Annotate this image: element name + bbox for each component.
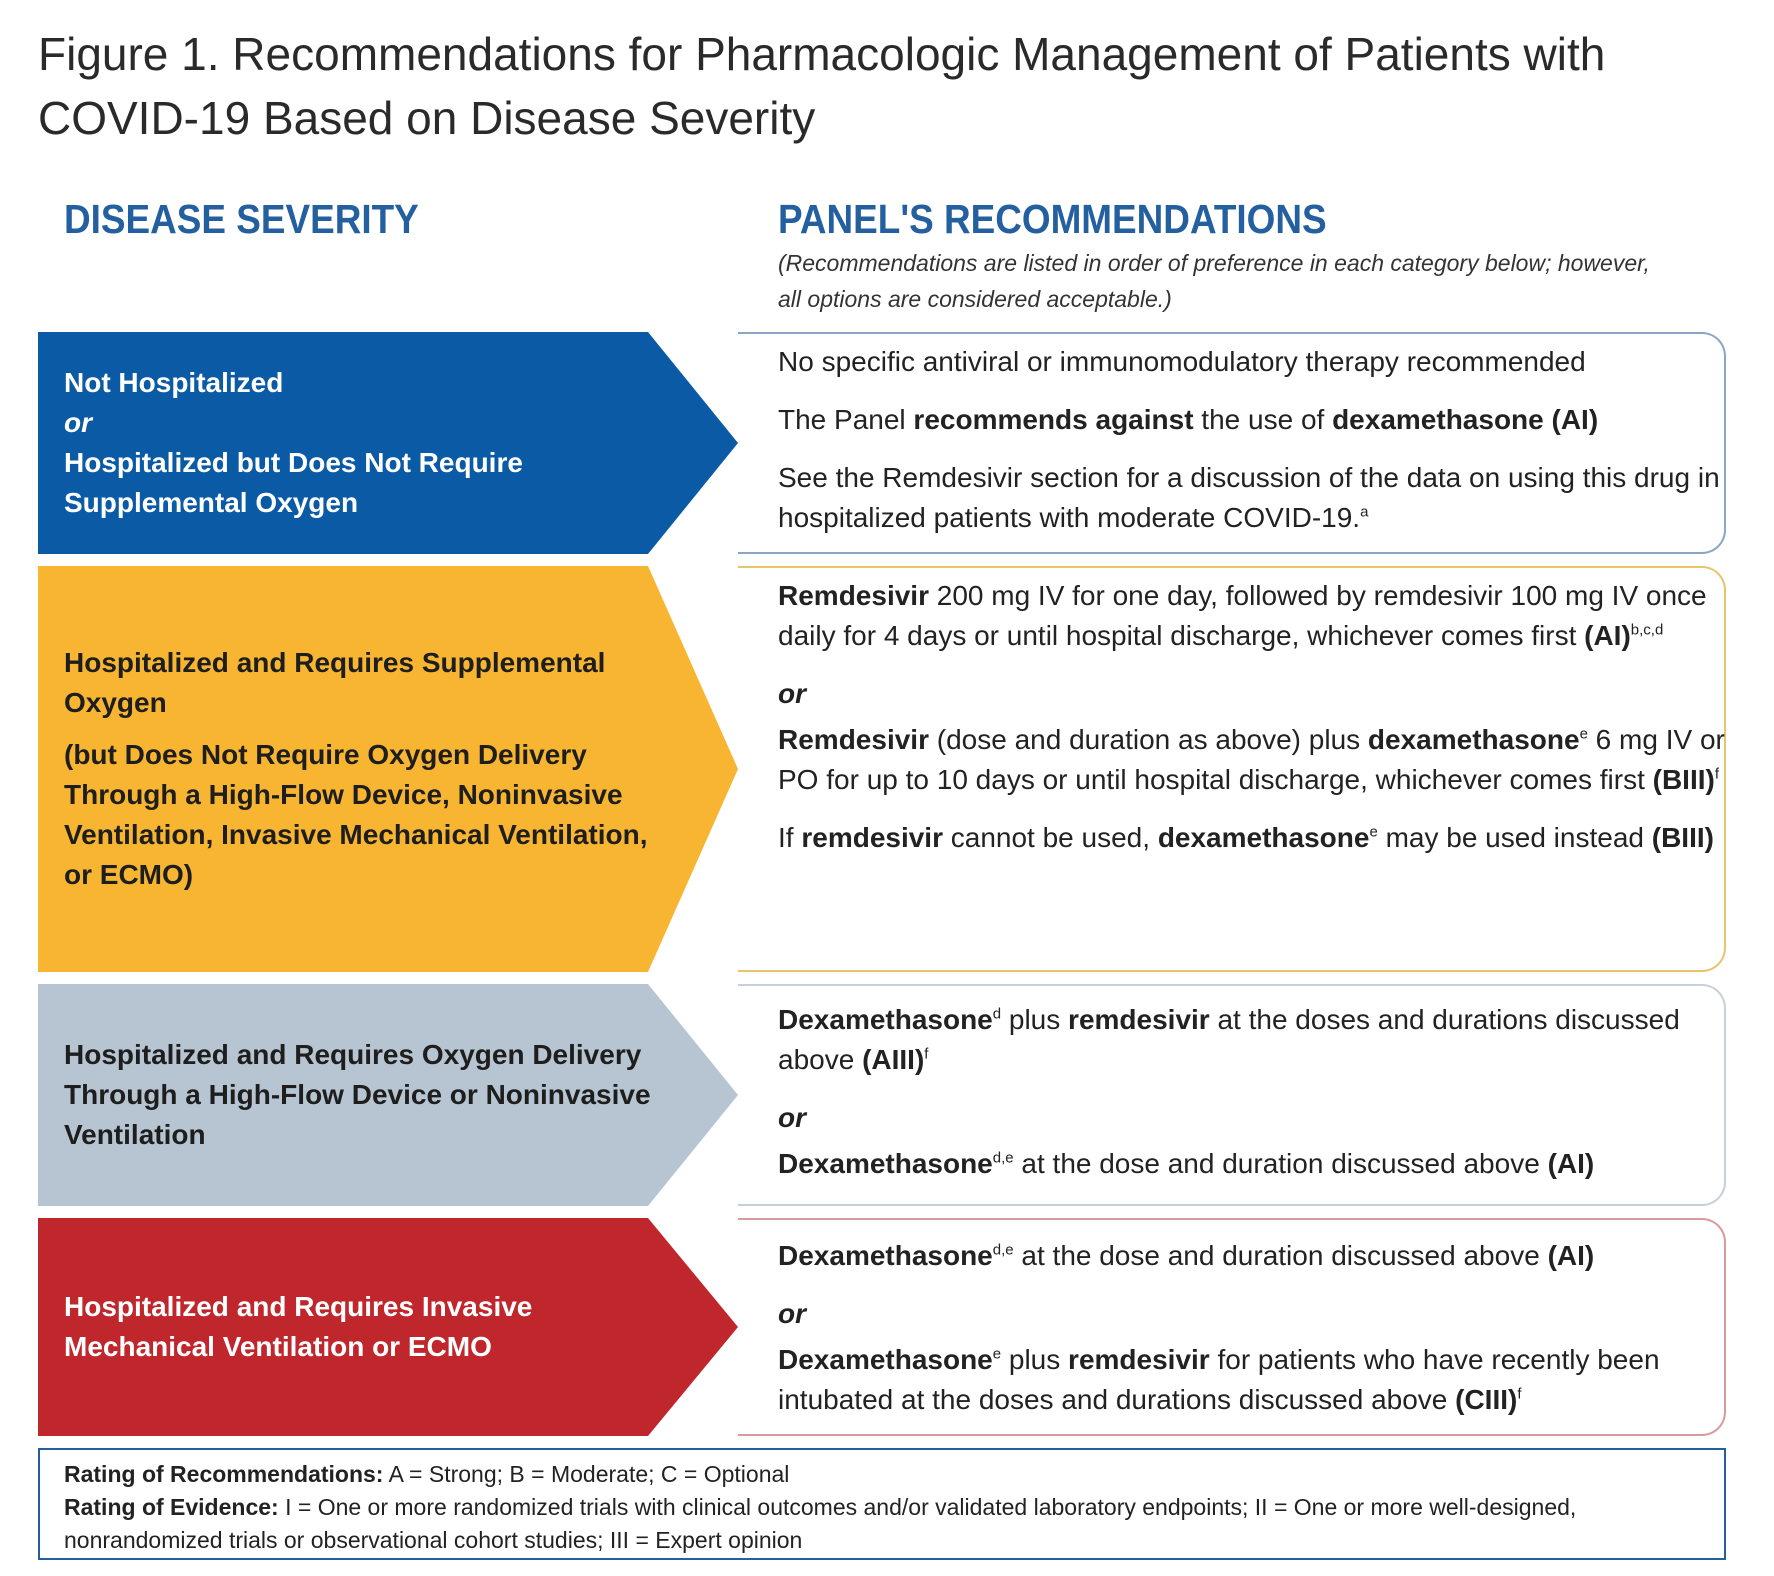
panel-recommendations-header: PANEL'S RECOMMENDATIONS — [778, 196, 1327, 242]
rating-of-recommendations: Rating of Recommendations: A = Strong; B = Moderate; C = Optional — [64, 1461, 790, 1487]
severity-band-high-flow — [38, 984, 738, 1206]
rec-or: or — [778, 1298, 806, 1329]
severity-band-not-hospitalized — [38, 332, 738, 554]
rec-text: Dexamethasone$^{d,e}$ at the dose and duration discussed above (AI) — [778, 1240, 1595, 1271]
rec-text: Remdesivir 200 mg IV for one day, followed by remdesivir 100 mg IV once daily for 4 days or until hospital discharge, whichever comes first (AI)$^{b,c,d}$ — [778, 580, 1707, 651]
recommendations-row2 — [778, 576, 1728, 876]
severity-line1: Hospitalized and Requires Supplemental Oxygen — [64, 647, 606, 718]
severity-label — [64, 566, 664, 972]
rec-or: or — [778, 1102, 806, 1133]
severity-line1: Hospitalized and Requires Invasive Mechanical Ventilation or ECMO — [64, 1291, 533, 1362]
panel-recommendations-note: (Recommendations are listed in order of preference in each category below; however, all options are considered acceptable.) — [778, 250, 1650, 312]
severity-line2: Hospitalized but Does Not Require Supplemental Oxygen — [64, 447, 523, 518]
disease-severity-header: DISEASE SEVERITY — [64, 196, 419, 242]
rec-text: Remdesivir (dose and duration as above) plus dexamethasone$^e$ 6 mg IV or PO for up to 10 days or until hospital discharge, whichever comes first (BIII)$^f$ — [778, 724, 1725, 795]
severity-band-supplemental-oxygen — [38, 566, 738, 972]
rating-legend — [38, 1448, 1726, 1560]
severity-label — [64, 332, 664, 554]
recommendations-row1 — [778, 342, 1728, 556]
severity-line2: (but Does Not Require Oxygen Delivery Through a High-Flow Device, Noninvasive Ventilation, Invasive Mechanical Ventilation, or ECMO) — [64, 739, 648, 890]
severity-line1: Hospitalized and Requires Oxygen Delivery Through a High-Flow Device or Noninvasive Ventilation — [64, 1039, 651, 1150]
recommendations-row4 — [778, 1236, 1728, 1438]
severity-or: or — [64, 407, 92, 438]
rec-text: The Panel recommends against the use of dexamethasone (AI) — [778, 404, 1599, 435]
severity-label — [64, 984, 664, 1206]
rec-text: Dexamethasone$^{d,e}$ at the dose and duration discussed above (AI) — [778, 1148, 1595, 1179]
rec-or: or — [778, 678, 806, 709]
rec-text: Dexamethasone$^d$ plus remdesivir at the doses and durations discussed above (AIII)$^f$ — [778, 1004, 1680, 1075]
recommendations-row3 — [778, 1000, 1728, 1202]
rec-text: Dexamethasone$^e$ plus remdesivir for patients who have recently been intubated at the doses and durations discussed above (CIII)$^f$ — [778, 1344, 1660, 1415]
rating-of-evidence: Rating of Evidence: I = One or more randomized trials with clinical outcomes and/or validated laboratory endpoints; II = One or more well-designed, nonrandomized trials or observational cohort studies; III = Expert opinion — [64, 1494, 1577, 1553]
severity-band-invasive-ventilation — [38, 1218, 738, 1436]
figure-title: Figure 1. Recommendations for Pharmacologic Management of Patients with COVID-19 Based on Disease Severity — [38, 28, 1606, 144]
severity-label — [64, 1218, 664, 1436]
rec-text: No specific antiviral or immunomodulatory therapy recommended — [778, 346, 1586, 377]
rec-text: If remdesivir cannot be used, dexamethasone$^e$ may be used instead (BIII) — [778, 822, 1714, 853]
severity-line1: Not Hospitalized — [64, 367, 284, 398]
rec-text: See the Remdesivir section for a discussion of the data on using this drug in hospitalized patients with moderate COVID-19.$^a$ — [778, 462, 1720, 533]
